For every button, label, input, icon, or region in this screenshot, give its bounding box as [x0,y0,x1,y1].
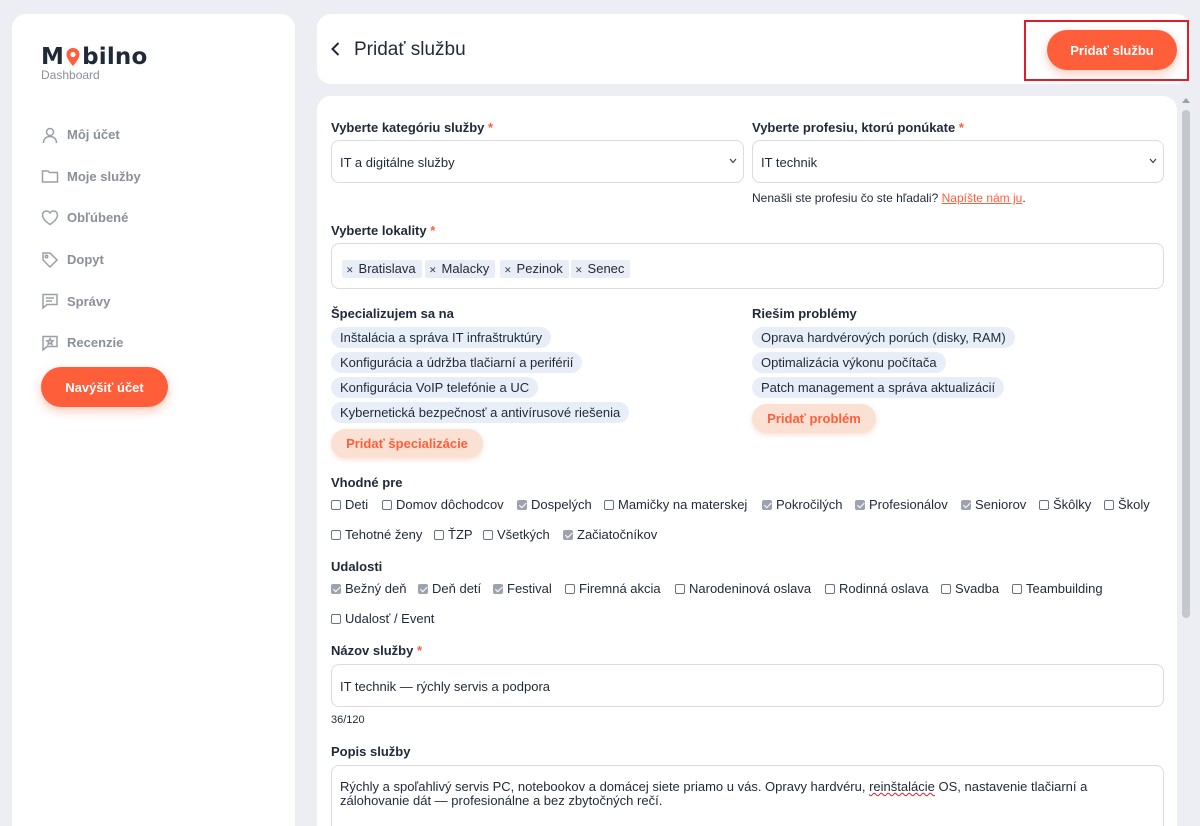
sidebar-item-reviews[interactable] [41,322,141,364]
add-specialization-button[interactable]: Pridať špecializácie [331,429,483,458]
profession-select[interactable] [752,140,1164,183]
checkbox[interactable] [517,500,527,510]
checkbox-label: Bežný deň [345,581,407,596]
problem-chip[interactable]: Oprava hardvérových porúch (disky, RAM) [752,327,1015,348]
events-label: Udalosti [331,559,383,574]
checkbox[interactable] [1012,584,1022,594]
checkbox-label: Domov dôchodcov [396,497,504,512]
checkbox[interactable] [418,584,428,594]
profession-value: IT technik [761,155,818,170]
checkbox[interactable] [331,614,341,624]
checkbox-option[interactable] [418,581,481,596]
sidebar-item-label: Správy [67,293,111,309]
tag-icon [41,251,59,269]
checkbox-label: Dospelých [531,497,592,512]
checkbox-label: Festival [507,581,552,596]
checkbox[interactable] [565,584,575,594]
location-tag[interactable]: ✕ Bratislava [342,260,422,278]
checkbox-option[interactable] [604,497,747,512]
checkbox-option[interactable] [1039,497,1091,512]
char-counter: 36/120 [331,714,365,726]
heart-icon [41,209,59,227]
specialization-chip[interactable]: Konfigurácia VoIP telefónie a UC [331,377,538,398]
checkbox-option[interactable] [331,527,422,542]
checkbox-option[interactable] [517,497,592,512]
checkbox-option[interactable] [762,497,842,512]
checkbox[interactable] [331,500,341,510]
remove-icon[interactable]: ✕ [346,265,354,275]
checkbox-option[interactable] [483,527,550,542]
sidebar-item-label: Recenzie [67,335,124,351]
chevron-down-icon [1149,158,1157,164]
sidebar-item-services[interactable] [41,156,141,198]
specializations-label: Špecializujem sa na [331,306,454,321]
profession-helper: Nenašli ste profesiu čo ste hľadali? Napíšte nám ju. [752,191,1026,205]
page-title: Pridať službu [354,39,466,60]
remove-icon[interactable]: ✕ [504,265,512,275]
checkbox[interactable] [675,584,685,594]
checkbox-label: Deň detí [432,581,482,596]
sidebar-item-account[interactable] [41,114,141,156]
checkbox-label: Deti [345,497,369,512]
checkbox[interactable] [493,584,503,594]
checkbox[interactable] [434,530,444,540]
checkbox-option[interactable] [382,497,504,512]
checkbox-option[interactable] [331,611,434,626]
checkbox[interactable] [762,500,772,510]
checkbox-label: Začiatočníkov [577,527,658,542]
checkbox-option[interactable] [1104,497,1150,512]
checkbox-label: Narodeninová oslava [689,581,812,596]
checkbox-option[interactable] [941,581,999,596]
locations-label: Vyberte lokality * [331,223,436,238]
user-icon [41,126,59,144]
logo-subtitle: Dashboard [41,68,100,82]
sidebar-item-label: Dopyt [67,252,104,268]
category-value: IT a digitálne služby [340,155,455,170]
logo-wordmark: M bilno [41,44,148,70]
problem-chip[interactable]: Optimalizácia výkonu počítača [752,352,946,373]
checkbox-option[interactable] [855,497,948,512]
logo[interactable] [41,44,148,82]
sidebar-item-label: Môj účet [67,127,120,143]
checkbox[interactable] [483,530,493,540]
problems-label: Riešim problémy [752,306,857,321]
location-pin-icon [65,47,81,67]
checkbox[interactable] [941,584,951,594]
service-name-label: Názov služby * [331,643,423,658]
sidebar-item-label: Obľúbené [67,210,129,226]
checkbox-label: Pokročilých [776,497,843,512]
profession-label: Vyberte profesiu, ktorú ponúkate * [752,120,964,135]
scroll-up-icon[interactable] [1182,98,1190,103]
checkbox[interactable] [855,500,865,510]
checkbox-label: Seniorov [975,497,1027,512]
sidebar-item-favorites[interactable] [41,197,141,239]
specialization-chip[interactable]: Kybernetická bezpečnosť a antivírusové riešenia [331,402,629,423]
checkbox-label: Firemná akcia [579,581,661,596]
checkbox-label: Škôlky [1053,497,1092,512]
sidebar-item-demand[interactable] [41,239,141,281]
add-service-button[interactable]: Pridať službu [1047,30,1177,70]
checkbox[interactable] [961,500,971,510]
checkbox[interactable] [382,500,392,510]
checkbox-label: Mamičky na materskej [618,497,748,512]
locations-multiselect[interactable] [331,243,1164,289]
remove-icon[interactable]: ✕ [575,265,583,275]
checkbox-option[interactable] [961,497,1026,512]
checkbox-label: Udalosť / Event [345,611,435,626]
checkbox[interactable] [1104,500,1114,510]
specialization-chip[interactable]: Inštalácia a správa IT infraštruktúry [331,327,551,348]
checkbox-option[interactable] [563,527,657,542]
back-arrow-icon[interactable] [329,40,343,58]
add-problem-button[interactable]: Pridať problém [752,404,876,433]
checkbox-option[interactable] [331,497,368,512]
checkbox-option[interactable] [434,527,473,542]
checkbox-label: Svadba [955,581,1000,596]
review-icon [41,334,59,352]
checkbox[interactable] [331,584,341,594]
sidebar [12,14,295,826]
checkbox-option[interactable] [565,581,661,596]
checkbox-label: Profesionálov [869,497,948,512]
suggest-profession-link[interactable]: Napíšte nám ju [941,191,1023,205]
checkbox-label: Školy [1118,497,1150,512]
chevron-down-icon [729,158,737,164]
sidebar-item-messages[interactable] [41,280,141,322]
location-tag[interactable]: ✕ Senec [571,260,630,278]
page-header [317,14,1190,84]
checkbox-option[interactable] [675,581,811,596]
checkbox-label: Tehotné ženy [345,527,423,542]
location-tag[interactable]: ✕ Malacky [425,260,495,278]
checkbox-label: ŤZP [448,527,473,542]
location-tag[interactable]: ✕ Pezinok [500,260,569,278]
checkbox[interactable] [825,584,835,594]
remove-icon[interactable]: ✕ [429,265,437,275]
checkbox[interactable] [331,530,341,540]
scroll-thumb[interactable] [1182,110,1190,618]
checkbox-label: Teambuilding [1026,581,1103,596]
checkbox-label: Rodinná oslava [839,581,929,596]
suitable-label: Vhodné pre [331,475,403,490]
checkbox-option[interactable] [493,581,552,596]
checkbox-option[interactable] [825,581,929,596]
folder-icon [41,167,59,185]
problem-chip[interactable]: Patch management a správa aktualizácií [752,377,1004,398]
service-name-input[interactable]: IT technik — rýchly servis a podpora [331,664,1164,707]
checkbox-label: Všetkých [497,527,550,542]
checkbox-option[interactable] [1012,581,1103,596]
specialization-chip[interactable]: Konfigurácia a údržba tlačiarní a periférií [331,352,582,373]
upgrade-account-button[interactable]: Navýšiť účet [41,367,168,407]
checkbox-option[interactable] [331,581,406,596]
checkbox[interactable] [604,500,614,510]
service-form [317,96,1177,826]
description-label: Popis služby [331,744,411,759]
checkbox[interactable] [563,530,573,540]
category-select[interactable] [331,140,744,183]
sidebar-item-label: Moje služby [67,168,141,184]
description-textarea[interactable]: Rýchly a spoľahlivý servis PC, notebookov a domácej siete priamo u vás. Opravy hardvéru, reinštalácie OS, nastavenie tlačiarní a zálohovanie dát — profesionálne a bez zbytočných rečí. [331,765,1164,826]
scrollbar[interactable] [1180,96,1192,826]
category-label: Vyberte kategóriu služby * [331,120,494,135]
checkbox[interactable] [1039,500,1049,510]
sidebar-nav [41,114,141,364]
message-icon [41,292,59,310]
